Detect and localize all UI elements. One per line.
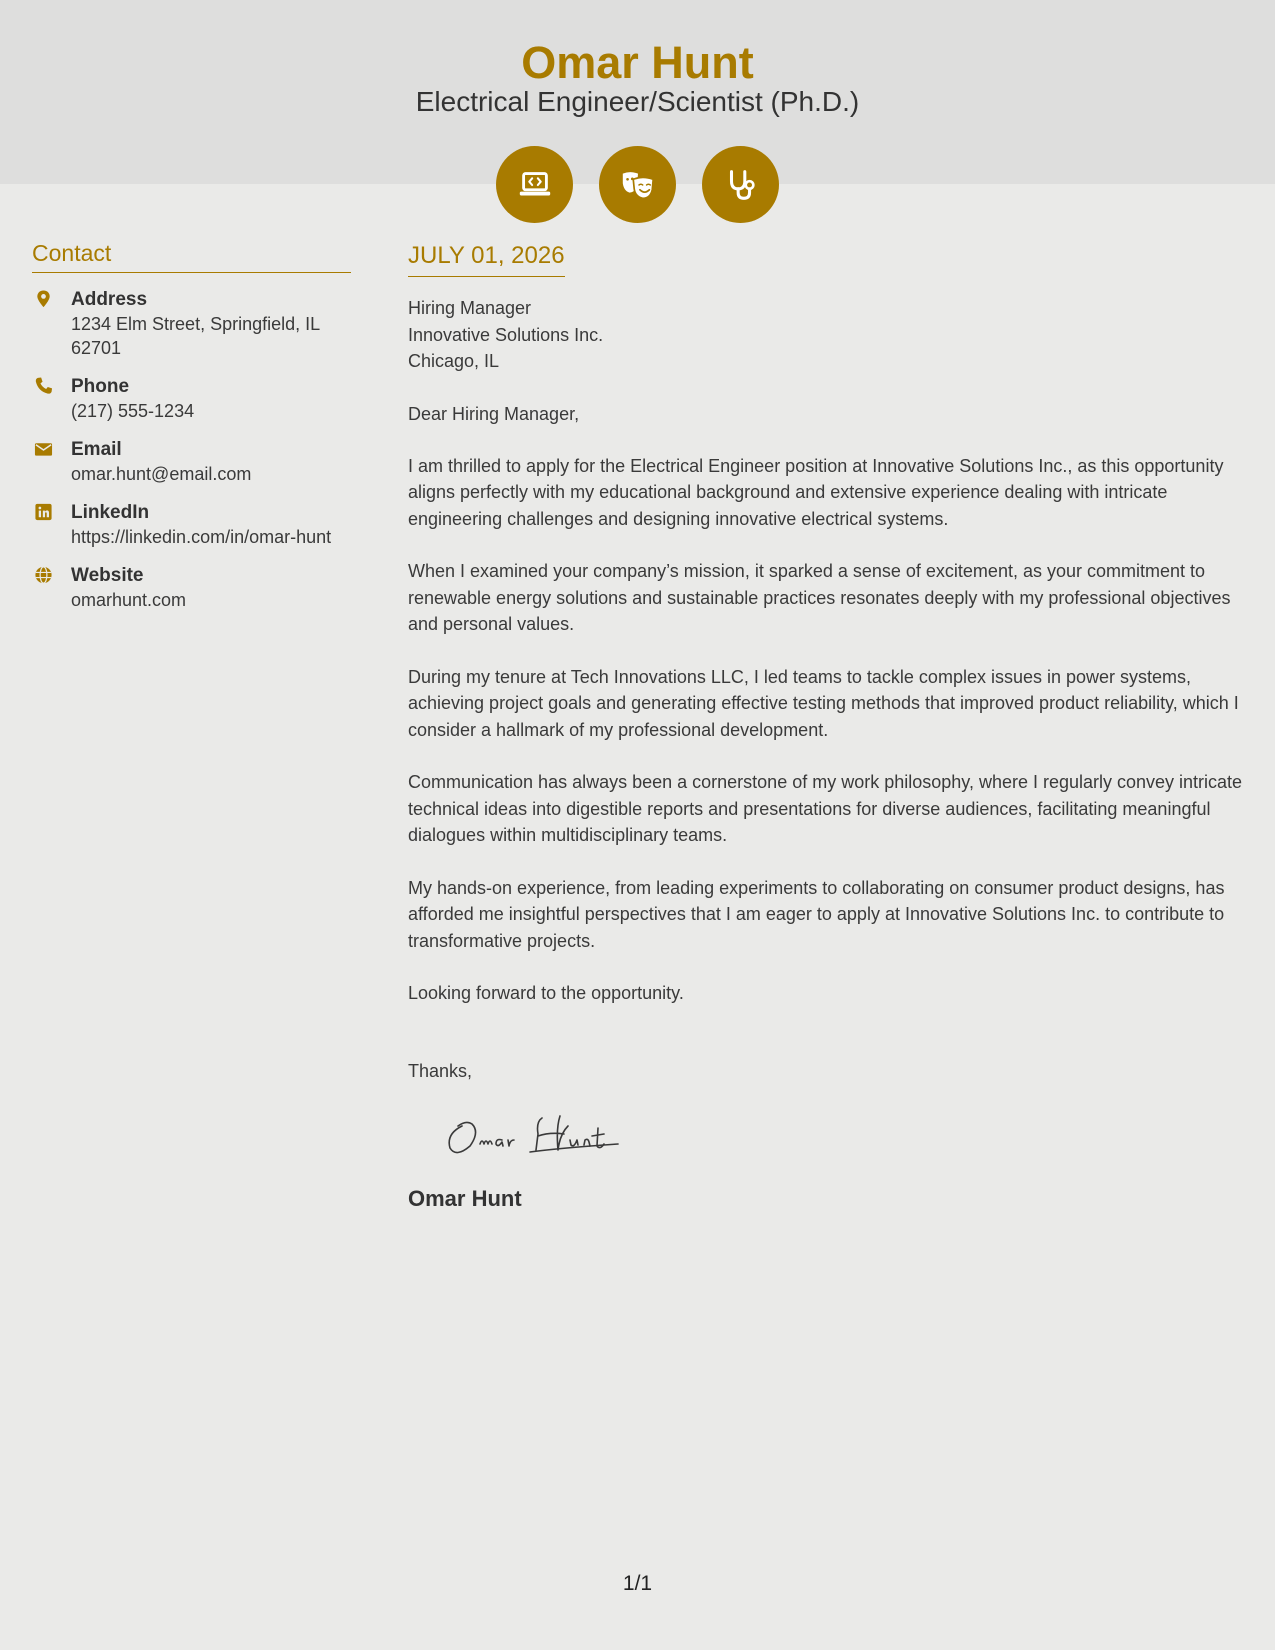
contact-item-address xyxy=(32,287,351,360)
letter-paragraph: During my tenure at Tech Innovations LLC, I led teams to tackle complex issues in power systems, achieving project goals and generating effective testing methods that improved product reliability, which I consider a hallmark of my professional development. xyxy=(408,666,1239,740)
page-number: 1/1 xyxy=(622,1572,653,1595)
letter-date: JULY 01, 2026 xyxy=(408,240,565,277)
website-value[interactable]: omarhunt.com xyxy=(71,590,187,610)
envelope-icon xyxy=(34,439,53,459)
recipient-line: Chicago, IL xyxy=(408,351,500,371)
recipient-line: Innovative Solutions Inc. xyxy=(408,324,604,345)
recipient-line: Hiring Manager xyxy=(408,298,532,318)
address-value: 1234 Elm Street, Springfield, IL 62701 xyxy=(71,314,320,358)
contact-label: Phone xyxy=(71,376,130,397)
letter-body xyxy=(408,240,1243,1213)
signer-name: Omar Hunt xyxy=(408,1186,522,1211)
globe-icon xyxy=(34,565,53,585)
contact-label: LinkedIn xyxy=(71,502,150,523)
closing-line: Looking forward to the opportunity. xyxy=(408,983,684,1003)
handwritten-signature xyxy=(440,1104,640,1166)
contact-label: Email xyxy=(71,439,122,460)
contact-label: Website xyxy=(71,565,144,586)
linkedin-value[interactable]: https://linkedin.com/in/omar-hunt xyxy=(71,527,332,547)
stethoscope-icon xyxy=(702,146,779,223)
contact-item-phone xyxy=(32,374,351,423)
linkedin-icon xyxy=(34,502,53,522)
letter-paragraph: Communication has always been a cornerstone of my work philosophy, where I regularly convey intricate technical ideas into digestible reports and presentations for diverse audiences, facilitating meaningful dialogues within multidisciplinary teams. xyxy=(408,772,1243,845)
laptop-code-icon xyxy=(496,146,573,223)
letter-paragraph: My hands-on experience, from leading experiments to collaborating on consumer product designs, has afforded me insightful perspectives that I am eager to apply at Innovative Solutions Inc. to contribute to transformative projects. xyxy=(408,877,1225,951)
sidebar xyxy=(32,238,351,612)
letter-paragraph: When I examined your company’s mission, it sparked a sense of excitement, as your commitment to renewable energy solutions and sustainable practices resonates deeply with my professional objectives and personal values. xyxy=(408,561,1231,634)
contact-label: Address xyxy=(71,289,148,310)
letter-paragraph: I am thrilled to apply for the Electrical Engineer position at Innovative Solutions Inc., as this opportunity aligns perfectly with my educational background and extensive experience dealing with intricate engineering challenges and designing innovative electrical systems. xyxy=(408,455,1224,529)
applicant-name: Omar Hunt xyxy=(521,37,754,88)
contact-item-linkedin xyxy=(32,500,351,549)
recipient-block xyxy=(408,295,1243,375)
contact-item-email xyxy=(32,437,351,486)
phone-value: (217) 555-1234 xyxy=(71,401,195,421)
contact-item-website xyxy=(32,563,351,612)
applicant-title: Electrical Engineer/Scientist (Ph.D.) xyxy=(415,86,860,117)
contact-heading: Contact xyxy=(32,238,351,273)
theater-masks-icon xyxy=(599,146,676,223)
phone-icon xyxy=(34,376,53,396)
email-value[interactable]: omar.hunt@email.com xyxy=(71,464,252,484)
salutation: Dear Hiring Manager, xyxy=(408,403,580,424)
sign-off: Thanks, xyxy=(408,1061,473,1081)
map-pin-icon xyxy=(34,289,53,309)
